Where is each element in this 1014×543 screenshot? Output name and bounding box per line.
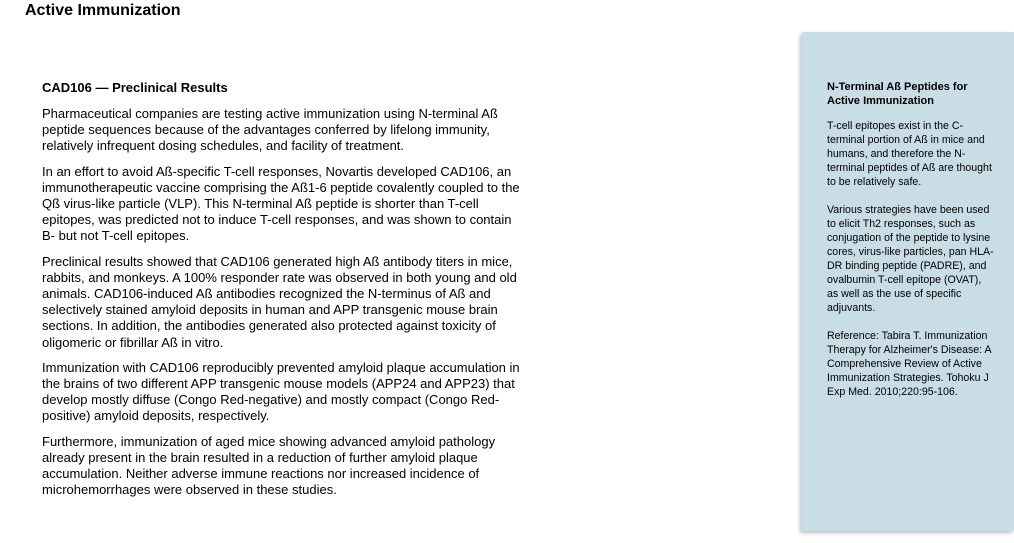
sidebar-paragraph-1: T-cell epitopes exist in the C-terminal portion of Aß in mice and humans, and therefore the N-terminal peptides of Aß are thought to be relatively safe. (827, 120, 992, 188)
sidebar-panel (802, 32, 1014, 531)
sidebar-reference: Reference: Tabira T. Immunization Therapy for Alzheimer's Disease: A Comprehensive Review of Active Immunization Strategies. Tohoku J Exp Med. 2010;220:95-106. (827, 330, 991, 398)
paragraph-2: In an effort to avoid Aß-specific T-cell responses, Novartis developed CAD106, an immunotherapeutic vaccine comprising the Aß1-6 peptide covalently coupled to the Qß virus-like particle (VLP). This N-terminal Aß peptide is shorter than T-cell epitopes, was predicted not to induce T-cell responses, and was shown to contain B- but not T-cell epitopes. (42, 163, 520, 244)
paragraph-4: Immunization with CAD106 reproducibly prevented amyloid plaque accumulation in the brains of two different APP transgenic mouse models (APP24 and APP23) that develop mostly diffuse (Congo Red-negative) and mostly compact (Congo Red-positive) amyloid deposits, respectively. (42, 359, 520, 424)
main-content (42, 79, 522, 507)
sidebar-content (827, 80, 995, 413)
section-title: CAD106 — Preclinical Results (42, 80, 228, 95)
sidebar-paragraph-2: Various strategies have been used to elicit Th2 responses, such as conjugation of the peptide to lysine cores, virus-like particles, pan HLA-DR binding peptide (PADRE), and ovalbumin T-cell epitope (OVAT), as well as the use of specific adjuvants. (827, 204, 994, 314)
page-title: Active Immunization (25, 2, 181, 19)
paragraph-5: Furthermore, immunization of aged mice showing advanced amyloid pathology already present in the brain resulted in a reduction of further amyloid plaque accumulation. Neither adverse immune reactions nor increased incidence of microhemorrhages were observed in these studies. (42, 433, 496, 498)
sidebar-title: N-Terminal Aß Peptides for Active Immunization (827, 81, 968, 107)
paragraph-3: Preclinical results showed that CAD106 generated high Aß antibody titers in mice, rabbits, and monkeys. A 100% responder rate was observed in both young and old animals. CAD106-induced Aß antibodies recognized the N-terminus of Aß and selectively stained amyloid deposits in human and APP transgenic mouse brain sections. In addition, the antibodies generated also protected against toxicity of oligomeric or fibrillar Aß in vitro. (42, 253, 517, 350)
paragraph-1: Pharmaceutical companies are testing active immunization using N-terminal Aß peptide sequences because of the advantages conferred by lifelong immunity, relatively infrequent dosing schedules, and facility of treatment. (42, 106, 498, 154)
